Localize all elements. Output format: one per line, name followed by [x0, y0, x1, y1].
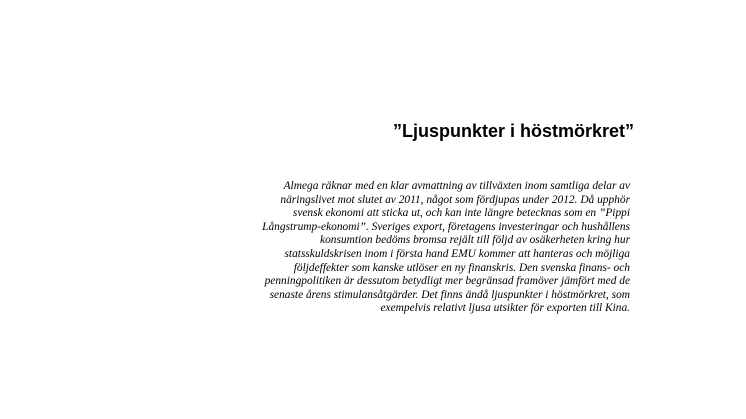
abstract-line: Långstrump-ekonomi”. Sveriges export, företagens investeringar och hushållens: [262, 220, 630, 233]
abstract-line: exempelvis relativt ljusa utsikter för exporten till Kina.: [380, 302, 630, 315]
abstract-line: senaste årens stimulansåtgärder. Det finns ändå ljuspunkter i höstmörkret, som: [269, 288, 630, 301]
abstract-line: penningpolitiken är dessutom betydligt mer begränsad framöver jämfört med de: [264, 275, 630, 288]
abstract-line: näringslivet mot slutet av 2011, något som fördjupas under 2012. Då upphör: [280, 193, 630, 206]
abstract-line: följdeffekter som kanske utlöser en ny finanskris. Den svenska finans- och: [293, 261, 630, 274]
abstract-line: svensk ekonomi att sticka ut, och kan inte längre betecknas som en ”Pippi: [292, 207, 630, 220]
abstract-line: statsskuldskrisen inom i första hand EMU kommer att hanteras och möjliga: [284, 247, 630, 260]
abstract-line: Almega räknar med en klar avmattning av tillväxten inom samtliga delar av: [283, 180, 630, 192]
document-title: ”Ljuspunkter i höstmörkret”: [392, 121, 634, 141]
abstract-paragraph: [262, 180, 630, 316]
abstract-line: konsumtion bedöms bromsa rejält till följd av osäkerheten kring hur: [320, 234, 630, 247]
